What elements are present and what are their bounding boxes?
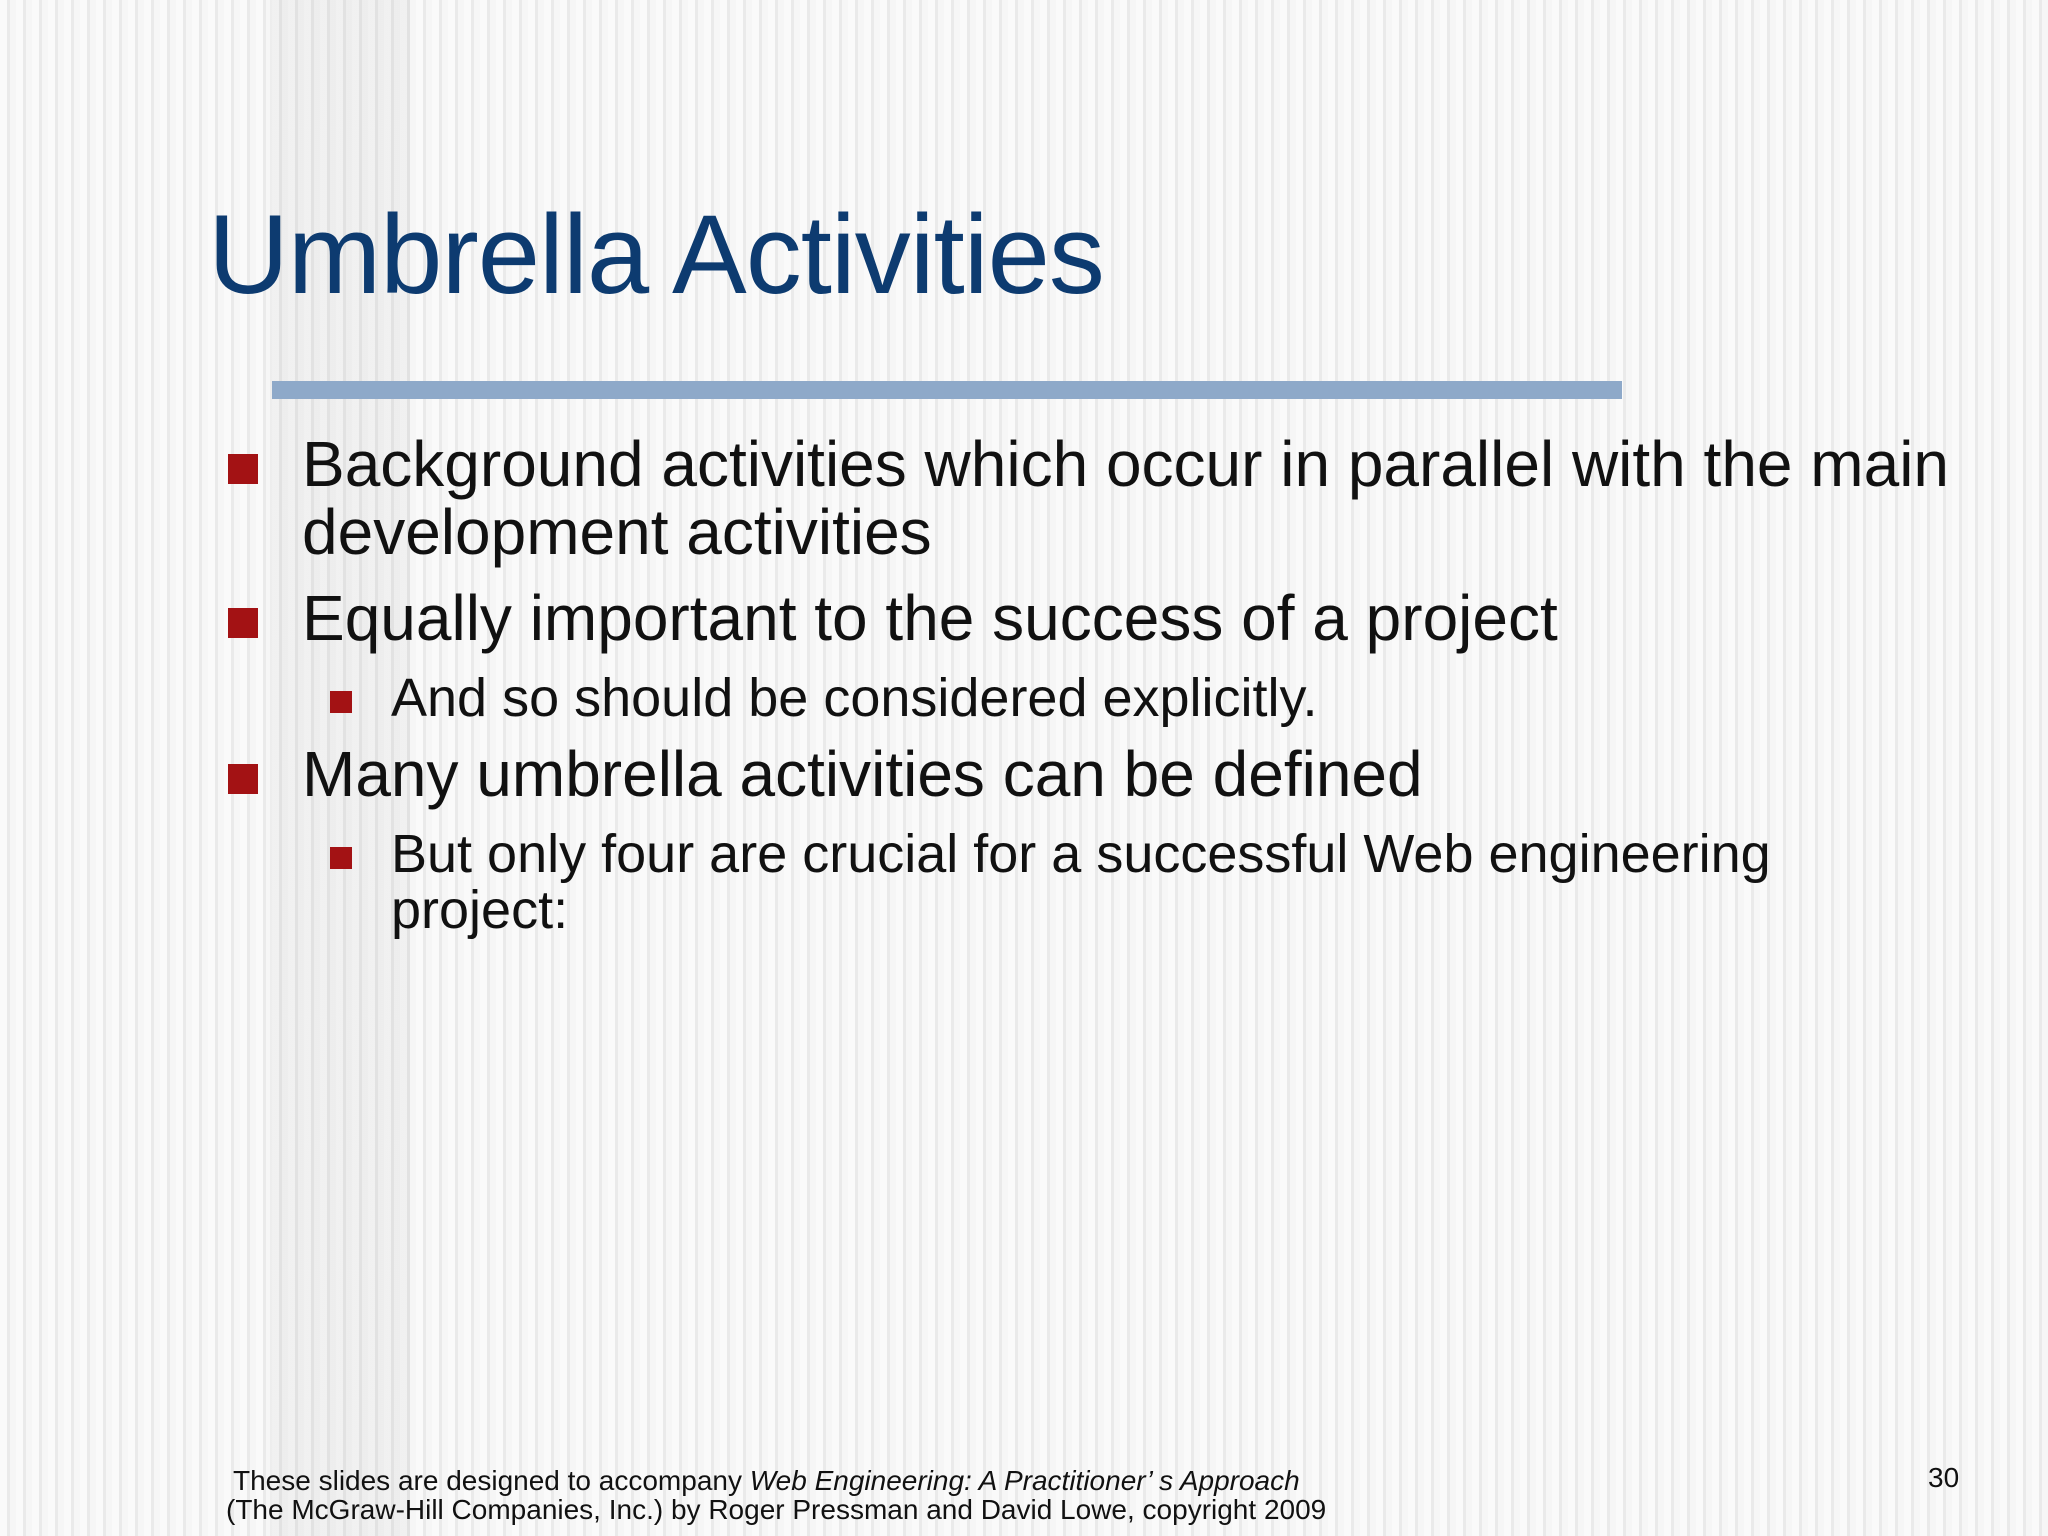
- square-bullet-icon: [228, 764, 258, 794]
- footer-line-2: (The McGraw-Hill Companies, Inc.) by Roger Pressman and David Lowe, copyright 2009: [226, 1494, 1327, 1525]
- bullet-many-umbrella-activities: [302, 740, 2002, 808]
- square-bullet-icon: [330, 691, 352, 713]
- bullet-text: Equally important to the success of a project: [302, 582, 1558, 654]
- square-bullet-icon: [228, 454, 258, 484]
- sub-bullet-considered-explicitly: [391, 670, 1911, 726]
- bullet-text: And so should be considered explicitly.: [391, 668, 1318, 728]
- bullet-equally-important: [302, 584, 2002, 652]
- bullet-text: Background activities which occur in parallel with the main development activities: [302, 428, 1949, 568]
- bullet-text: Many umbrella activities can be defined: [302, 738, 1423, 810]
- bullet-background-activities: [302, 430, 2002, 566]
- square-bullet-icon: [228, 608, 258, 638]
- slide-footer: [226, 1466, 1326, 1524]
- title-underline-rule: [272, 381, 1622, 399]
- square-bullet-icon: [330, 847, 352, 869]
- footer-book-title: Web Engineering: A Practitioner’ s Approach: [749, 1465, 1300, 1496]
- footer-prefix: These slides are designed to accompany: [233, 1465, 750, 1496]
- bullet-text: But only four are crucial for a successful Web engineering project:: [391, 824, 1771, 940]
- sub-bullet-four-crucial: [391, 826, 1911, 938]
- page-number: 30: [1928, 1462, 1960, 1493]
- footer-line-1: [226, 1466, 1326, 1495]
- slide-title: Umbrella Activities: [208, 192, 1104, 317]
